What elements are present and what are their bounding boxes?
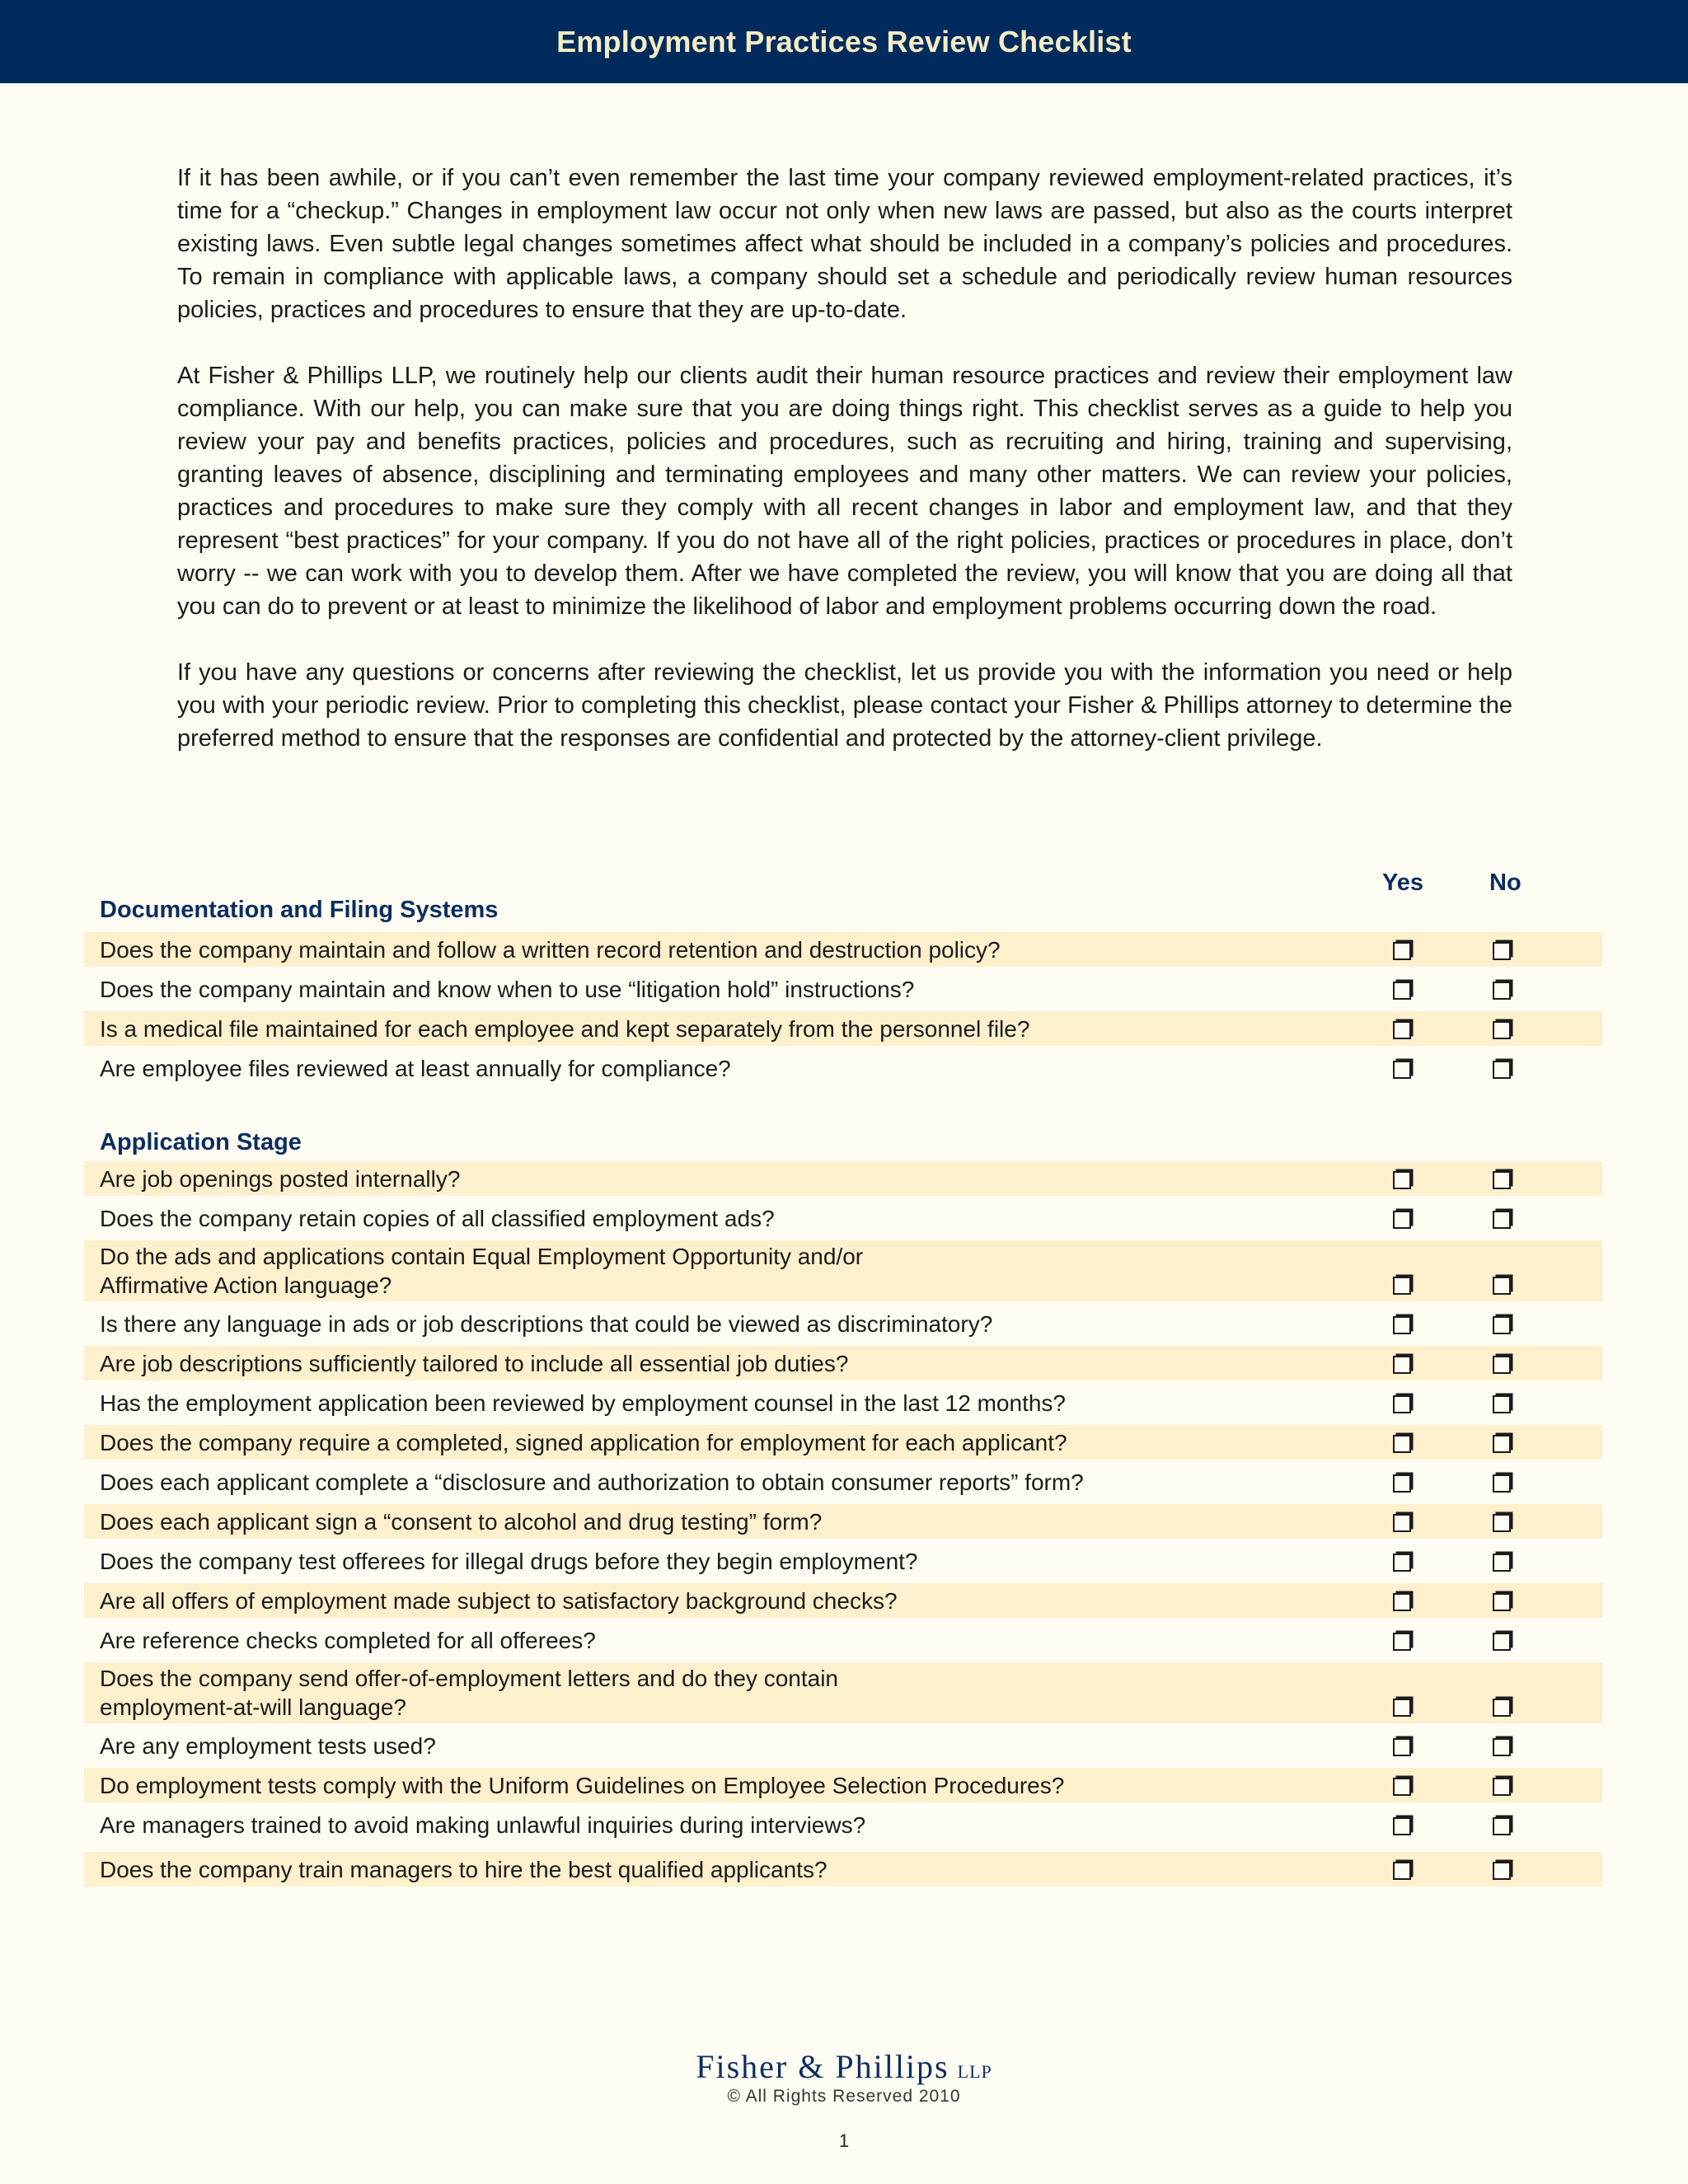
no-checkbox[interactable] xyxy=(1493,1699,1511,1717)
checklist-row xyxy=(84,1161,1602,1196)
yes-column-header: Yes xyxy=(1382,869,1423,896)
no-checkbox[interactable] xyxy=(1493,1356,1511,1374)
intro-paragraph: If you have any questions or concerns after reviewing the checklist, let us provide you with the information you need or help you with your periodic review. Prior to completing this checklist, please contact your Fisher & Phillips attorney to determine the preferred method to ensure that the responses are confidential and protected by the attorney-client privilege. xyxy=(177,659,1512,752)
yes-checkbox[interactable] xyxy=(1393,1356,1411,1374)
intro-paragraph: If it has been awhile, or if you can’t even remember the last time your company reviewed employment-related practices, it’s time for a “checkup.” Changes in employment law occur not only when new laws are passed, but also as the courts interpret existing laws. Even subtle legal changes sometimes affect what should be included in a company’s policies and procedures. To remain in compliance with applicable laws, a company should set a schedule and periodically review human resources policies, practices and procedures to ensure that they are up-to-date. xyxy=(177,165,1512,323)
question-text: Has the employment application been reviewed by employment counsel in the last 12 months? xyxy=(100,1390,1066,1416)
no-checkbox[interactable] xyxy=(1493,1554,1511,1572)
intro-text xyxy=(177,162,1512,788)
no-checkbox[interactable] xyxy=(1493,1738,1511,1756)
question-text: Do employment tests comply with the Uniform Guidelines on Employee Selection Procedures? xyxy=(100,1772,1065,1798)
column-headers xyxy=(84,869,1602,901)
checklist-row xyxy=(84,1728,1602,1763)
intro-paragraph: At Fisher & Phillips LLP, we routinely help our clients audit their human resource practices and review their employment law compliance. With our help, you can make sure that you are doing things right. This checklist serves as a guide to help you review your pay and benefits practices, policies and procedures, such as recruiting and hiring, training and supervising, granting leaves of absence, disciplining and terminating employees and many other matters. We can review your policies, practices and procedures to make sure they comply with all recent changes in labor and employment law, and that they represent “best practices” for your company. If you do not have all of the right policies, practices or procedures in place, don’t worry -- we can work with you to develop them. After we have completed the review, you will know that you are doing all that you can do to prevent or at least to minimize the likelihood of labor and employment problems occurring down the road. xyxy=(177,363,1512,620)
checklist-row xyxy=(84,932,1602,967)
checklist-row xyxy=(84,1346,1602,1380)
no-checkbox[interactable] xyxy=(1493,1277,1511,1295)
yes-checkbox[interactable] xyxy=(1393,1593,1411,1611)
copyright-notice: © All Rights Reserved 2010 xyxy=(727,2087,961,2106)
yes-checkbox[interactable] xyxy=(1393,1738,1411,1756)
yes-checkbox[interactable] xyxy=(1393,1554,1411,1572)
question-text: Are reference checks completed for all offerees? xyxy=(100,1627,596,1653)
no-checkbox[interactable] xyxy=(1493,1474,1511,1493)
checklist-row xyxy=(84,1306,1602,1341)
page-number: 1 xyxy=(838,2130,850,2151)
no-checkbox[interactable] xyxy=(1493,1593,1511,1611)
firm-logo xyxy=(0,2047,1688,2086)
question-text: Does the company retain copies of all classified employment ads? xyxy=(100,1205,775,1231)
checklist-row xyxy=(84,1385,1602,1420)
question-text: Does the company send offer-of-employment letters and do they contain employment-at-will language? xyxy=(100,1666,838,1720)
yes-checkbox[interactable] xyxy=(1393,1021,1411,1039)
no-checkbox[interactable] xyxy=(1493,1778,1511,1796)
question-text: Does each applicant complete a “disclosure and authorization to obtain consumer reports” form? xyxy=(100,1469,1084,1495)
checklist-row xyxy=(84,1807,1602,1842)
question-text: Does the company test offerees for illegal drugs before they begin employment? xyxy=(100,1548,918,1574)
firm-name: Fisher & Phillips xyxy=(696,2048,950,2085)
question-text: Are job openings posted internally? xyxy=(100,1165,461,1192)
no-column-header: No xyxy=(1489,869,1522,896)
question-text: Does the company train managers to hire the best qualified applicants? xyxy=(100,1856,828,1882)
yes-checkbox[interactable] xyxy=(1393,1778,1411,1796)
no-checkbox[interactable] xyxy=(1493,1061,1511,1079)
checklist-row xyxy=(84,1852,1602,1886)
page-title: Employment Practices Review Checklist xyxy=(556,24,1132,59)
yes-checkbox[interactable] xyxy=(1393,1474,1411,1493)
question-text: Do the ads and applications contain Equal Employment Opportunity and/or Affirmative Action language? xyxy=(100,1244,864,1298)
yes-checkbox[interactable] xyxy=(1393,1316,1411,1334)
question-text: Is there any language in ads or job descriptions that could be viewed as discriminatory? xyxy=(100,1310,993,1337)
question-text: Does each applicant sign a “consent to alcohol and drug testing” form? xyxy=(100,1508,823,1535)
yes-checkbox[interactable] xyxy=(1393,1514,1411,1532)
no-checkbox[interactable] xyxy=(1493,1435,1511,1453)
checklist-row xyxy=(84,1544,1602,1578)
question-text: Does the company maintain and follow a written record retention and destruction policy? xyxy=(100,936,1001,963)
no-checkbox[interactable] xyxy=(1493,982,1511,1000)
section-title: Documentation and Filing Systems xyxy=(100,897,499,923)
yes-checkbox[interactable] xyxy=(1393,1395,1411,1413)
question-text: Does the company maintain and know when to use “litigation hold” instructions? xyxy=(100,976,915,1002)
section-title: Application Stage xyxy=(100,1129,302,1155)
checklist-row xyxy=(84,1201,1602,1235)
no-checkbox[interactable] xyxy=(1493,1211,1511,1229)
question-text: Are managers trained to avoid making unlawful inquiries during interviews? xyxy=(100,1811,866,1838)
header-bar xyxy=(0,0,1688,83)
question-text: Are any employment tests used? xyxy=(100,1732,436,1759)
checklist-row xyxy=(84,1623,1602,1657)
question-text: Are job descriptions sufficiently tailored to include all essential job duties? xyxy=(100,1350,849,1376)
yes-checkbox[interactable] xyxy=(1393,1699,1411,1717)
no-checkbox[interactable] xyxy=(1493,1171,1511,1189)
yes-checkbox[interactable] xyxy=(1393,1862,1411,1880)
yes-checkbox[interactable] xyxy=(1393,1277,1411,1295)
checklist-row xyxy=(84,1583,1602,1618)
question-text: Is a medical file maintained for each employee and kept separately from the personnel file? xyxy=(100,1015,1030,1042)
no-checkbox[interactable] xyxy=(1493,1862,1511,1880)
no-checkbox[interactable] xyxy=(1493,1817,1511,1835)
yes-checkbox[interactable] xyxy=(1393,1211,1411,1229)
no-checkbox[interactable] xyxy=(1493,1633,1511,1651)
no-checkbox[interactable] xyxy=(1493,1021,1511,1039)
question-text: Are employee files reviewed at least annually for compliance? xyxy=(100,1055,731,1081)
checklist-row xyxy=(84,972,1602,1006)
yes-checkbox[interactable] xyxy=(1393,1633,1411,1651)
checklist-row xyxy=(84,1011,1602,1046)
no-checkbox[interactable] xyxy=(1493,942,1511,960)
yes-checkbox[interactable] xyxy=(1393,942,1411,960)
yes-checkbox[interactable] xyxy=(1393,1171,1411,1189)
no-checkbox[interactable] xyxy=(1493,1395,1511,1413)
checklist-row xyxy=(84,1240,1602,1301)
yes-checkbox[interactable] xyxy=(1393,982,1411,1000)
yes-checkbox[interactable] xyxy=(1393,1435,1411,1453)
checklist-row xyxy=(84,1662,1602,1723)
firm-suffix: LLP xyxy=(957,2061,992,2082)
checklist-row xyxy=(84,1768,1602,1802)
checklist-row xyxy=(84,1425,1602,1460)
no-checkbox[interactable] xyxy=(1493,1316,1511,1334)
checklist xyxy=(84,869,1602,1891)
checklist-row xyxy=(84,1504,1602,1539)
checklist-row xyxy=(84,1051,1602,1085)
question-text: Does the company require a completed, signed application for employment for each applicant? xyxy=(100,1429,1067,1455)
no-checkbox[interactable] xyxy=(1493,1514,1511,1532)
question-text: Are all offers of employment made subject to satisfactory background checks? xyxy=(100,1587,898,1614)
yes-checkbox[interactable] xyxy=(1393,1817,1411,1835)
yes-checkbox[interactable] xyxy=(1393,1061,1411,1079)
checklist-row xyxy=(84,1465,1602,1499)
